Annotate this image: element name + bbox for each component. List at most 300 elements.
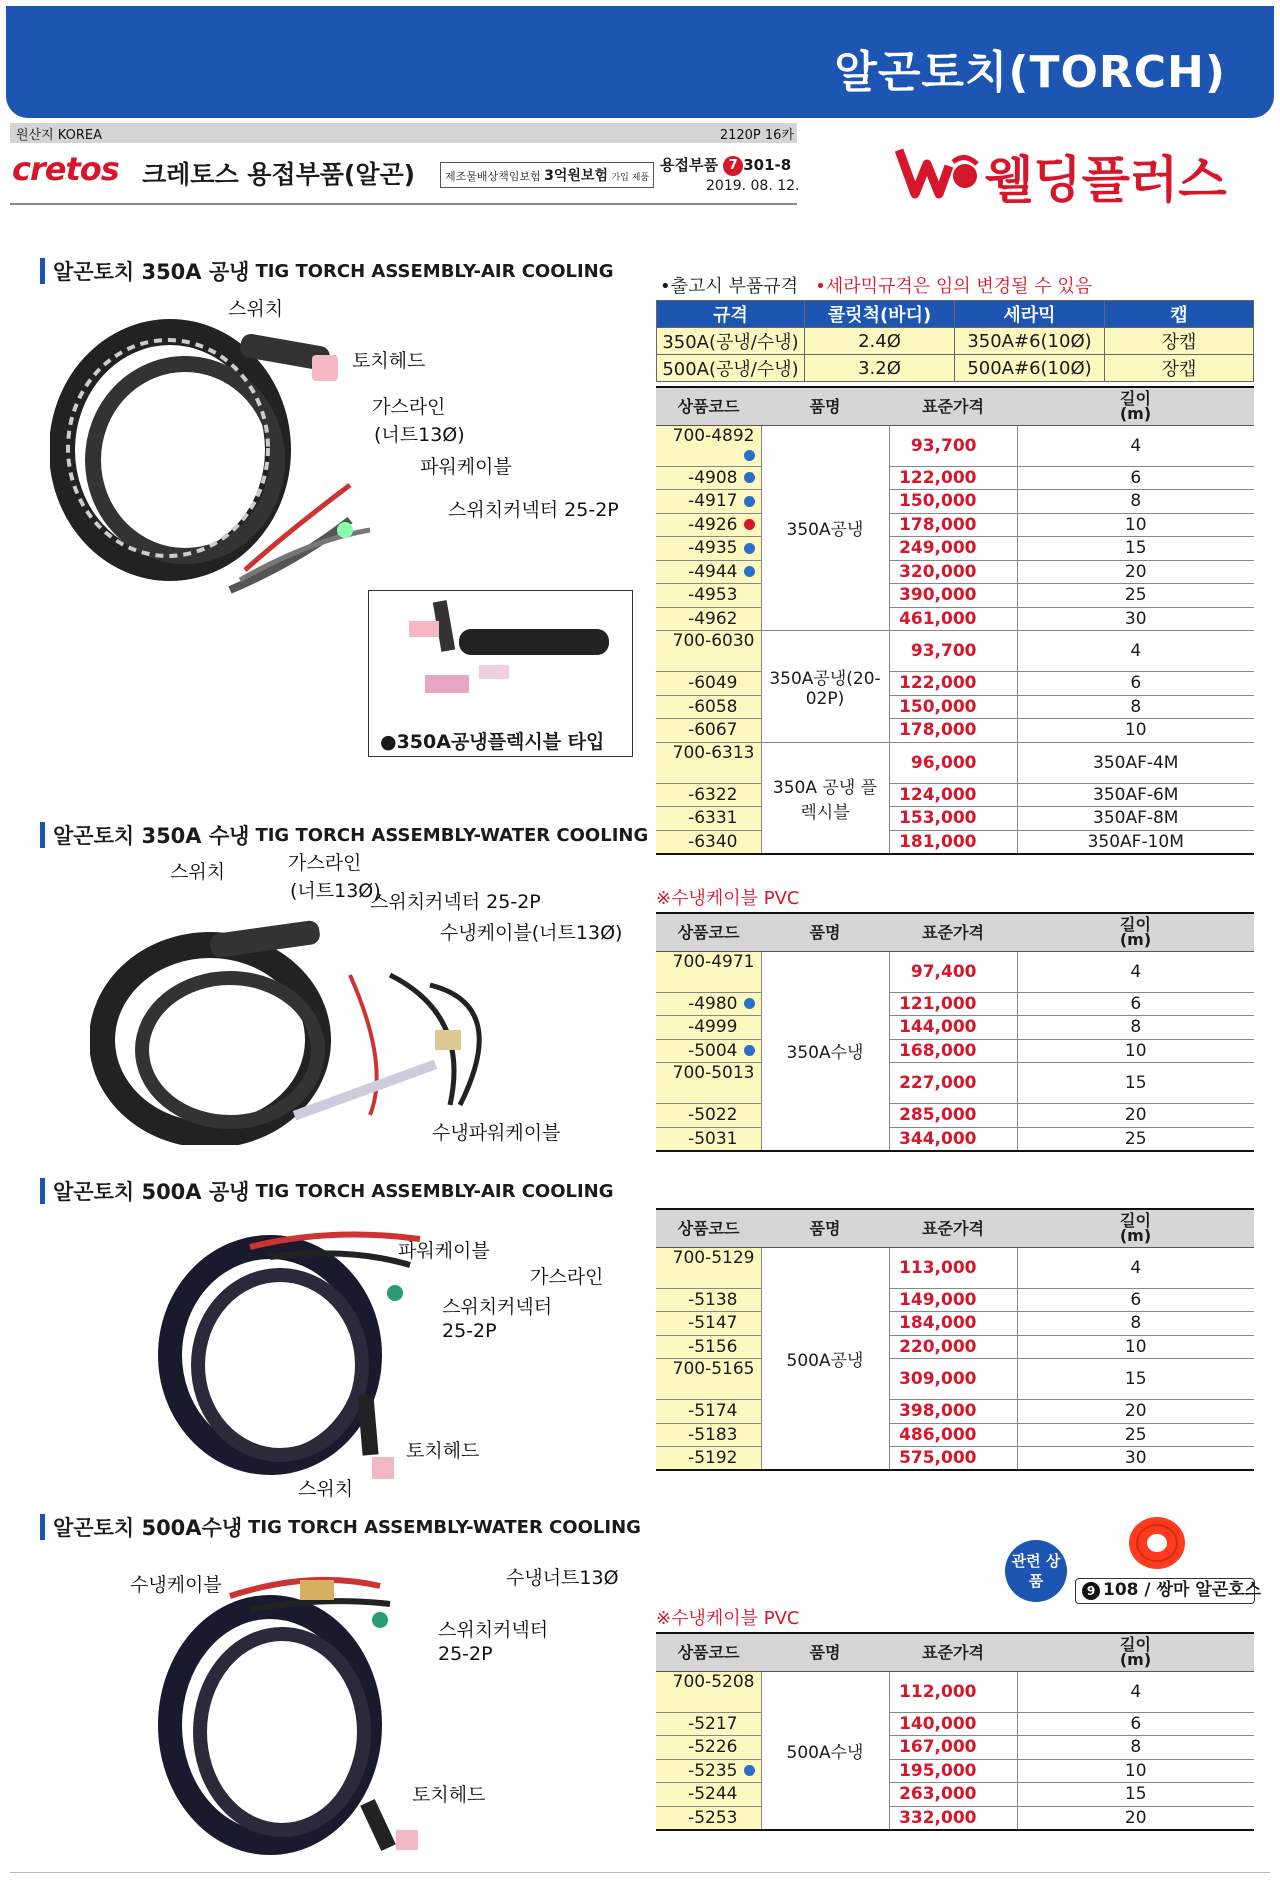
standard-price: 263,000: [889, 1783, 1017, 1807]
length-value: 10: [1017, 1039, 1254, 1063]
stock-dot-icon: [744, 1812, 755, 1823]
table-row: [656, 607, 1254, 631]
standard-price: 122,000: [889, 672, 1017, 696]
category-number: 7: [723, 156, 743, 176]
spec-cell: 500A#6(10Ø): [955, 355, 1105, 382]
table-row: [656, 1423, 1254, 1447]
stock-dot-icon: [744, 813, 755, 824]
product-code-text: -6340: [688, 831, 738, 852]
stock-dot-icon: [744, 1718, 755, 1729]
standard-price: 93,700: [889, 631, 1017, 672]
stock-dot-icon: [744, 496, 755, 507]
stock-dot-icon: [744, 1272, 755, 1283]
product-code-text: 700-4892: [672, 425, 755, 446]
product-code: [656, 584, 761, 608]
callout-connector-spec: 25-2P: [442, 1320, 497, 1342]
table-row: [656, 1016, 1254, 1040]
callout-switch-connector: 스위치커넥터: [438, 1619, 549, 1641]
callout-water-cable: 수냉케이블(너트13Ø): [440, 922, 623, 944]
callout-gas-line: 가스라인: [372, 396, 446, 418]
table-row: [656, 1783, 1254, 1807]
table-row: [656, 631, 1254, 672]
product-code: [656, 1359, 761, 1400]
water-cable-note: ※수냉케이블 PVC: [656, 888, 800, 909]
product-code: [656, 1447, 761, 1471]
length-value: 350AF-4M: [1017, 742, 1254, 783]
stock-dot-icon: [744, 1294, 755, 1305]
length-value: 6: [1017, 1712, 1254, 1736]
header-code: 상품코드: [656, 1633, 761, 1671]
standard-price: 332,000: [889, 1806, 1017, 1830]
header-name: 품명: [761, 1209, 889, 1247]
torch-350a-air-photo: [50, 300, 380, 620]
spec-cell: 350A#6(10Ø): [955, 328, 1105, 355]
header-name: 품명: [761, 913, 889, 951]
product-code: [656, 537, 761, 561]
length-value: 8: [1017, 1312, 1254, 1336]
stock-dot-icon: [744, 566, 755, 577]
header-price: 표준가격: [889, 1633, 1017, 1671]
table-row: [656, 560, 1254, 584]
product-code: [656, 560, 761, 584]
callout-switch: 스위치: [298, 1478, 354, 1500]
section-350a-water-title: [40, 820, 648, 850]
product-code: [656, 695, 761, 719]
length-value: 15: [1017, 537, 1254, 561]
table-row: [656, 1736, 1254, 1760]
stock-dot-icon: [744, 613, 755, 624]
spec-cell: 350A(공냉/수냉): [657, 328, 805, 355]
product-table-350a-air: [656, 386, 1254, 855]
length-value: 4: [1017, 1671, 1254, 1712]
length-value: 15: [1017, 1783, 1254, 1807]
table-row: [656, 1312, 1254, 1336]
section-500a-air-title: [40, 1176, 614, 1206]
standard-price: 153,000: [889, 807, 1017, 831]
length-value: 8: [1017, 1736, 1254, 1760]
section-title-en: TIG TORCH ASSEMBLY-AIR COOLING: [255, 260, 614, 282]
header-length-unit: (m): [1119, 930, 1152, 950]
header-code: 상품코드: [656, 1209, 761, 1247]
section-marker: [40, 1514, 45, 1540]
spec-note: [660, 272, 1092, 298]
standard-price: 285,000: [889, 1104, 1017, 1128]
product-code-text: -4953: [688, 585, 738, 606]
callout-torch-head: 토치헤드: [412, 1784, 486, 1806]
table-row: [656, 1400, 1254, 1424]
stock-dot-icon: [744, 1406, 755, 1417]
product-code-text: -4917: [688, 491, 738, 512]
table-header-row: [656, 387, 1254, 425]
section-title-en: TIG TORCH ASSEMBLY-AIR COOLING: [255, 1180, 614, 1202]
stock-dot-icon: [744, 1742, 755, 1753]
product-table-500a-water: [656, 1632, 1254, 1831]
table-row: [656, 783, 1254, 807]
product-code-text: -5138: [688, 1289, 738, 1310]
flexible-torch-photo: [369, 591, 631, 721]
product-code-text: -6058: [688, 696, 738, 717]
standard-price: 178,000: [889, 719, 1017, 743]
section-marker: [40, 822, 45, 848]
callout-switch-connector: 스위치커넥터 25-2P: [370, 891, 541, 913]
standard-price: 195,000: [889, 1759, 1017, 1783]
length-value: 10: [1017, 1759, 1254, 1783]
length-value: 25: [1017, 584, 1254, 608]
product-code-text: -4999: [688, 1017, 738, 1038]
callout-power-cable: 파워케이블: [398, 1240, 490, 1262]
product-table-350a-water: [656, 912, 1254, 1152]
related-text: 108 / 쌍마 알곤호스: [1103, 1580, 1261, 1600]
stock-dot-icon: [744, 1341, 755, 1352]
product-code: [656, 951, 761, 992]
header-length-unit: (m): [1119, 1650, 1152, 1670]
length-value: 15: [1017, 1063, 1254, 1104]
table-row: [656, 584, 1254, 608]
header-bar: [10, 123, 797, 143]
product-code: [656, 1127, 761, 1151]
weldingplus-mark-icon: [895, 142, 979, 202]
length-value: 6: [1017, 672, 1254, 696]
length-value: 20: [1017, 1400, 1254, 1424]
section-title-en: TIG TORCH ASSEMBLY-WATER COOLING: [255, 824, 649, 846]
callout-switch: 스위치: [228, 298, 284, 320]
table-row: [656, 1712, 1254, 1736]
insurance-badge: [440, 162, 654, 188]
table-row: [656, 466, 1254, 490]
standard-price: 144,000: [889, 1016, 1017, 1040]
standard-price: 249,000: [889, 537, 1017, 561]
callout-water-nut: 수냉너트13Ø: [506, 1567, 619, 1589]
spec-header-cell: 콜릿척(바디): [805, 301, 955, 328]
stock-dot-icon: [744, 998, 755, 1009]
flexible-type-label: ●350A공냉플렉시블 타입: [380, 731, 605, 753]
header-name: 품명: [761, 1633, 889, 1671]
length-value: 8: [1017, 1016, 1254, 1040]
product-code: [656, 1671, 761, 1712]
length-value: 20: [1017, 1806, 1254, 1830]
table-row: [656, 1247, 1254, 1288]
stock-dot-icon: [744, 1133, 755, 1144]
product-code-text: -4926: [688, 514, 738, 535]
header-length: [1017, 1633, 1254, 1671]
header-length-unit: (m): [1119, 1226, 1152, 1246]
product-code: [656, 1400, 761, 1424]
product-code: [656, 807, 761, 831]
length-value: 6: [1017, 992, 1254, 1016]
callout-gas-line: 가스라인: [530, 1266, 604, 1288]
standard-price: 140,000: [889, 1712, 1017, 1736]
stock-dot-icon: [744, 543, 755, 554]
product-name: 500A공냉: [761, 1247, 889, 1470]
stock-dot-icon: [744, 590, 755, 601]
insurance-tail: 가입 제품: [611, 173, 650, 183]
product-code-text: -6322: [688, 784, 738, 805]
issue-date: 2019. 08. 12.: [706, 178, 800, 194]
callout-gas-nut: (너트13Ø): [374, 424, 465, 446]
stock-dot-icon: [744, 701, 755, 712]
category-code: [660, 154, 791, 176]
standard-price: 461,000: [889, 607, 1017, 631]
length-value: 25: [1017, 1127, 1254, 1151]
product-code-text: 700-5165: [672, 1359, 755, 1379]
stock-dot-icon: [744, 472, 755, 483]
table-row: [656, 830, 1254, 854]
product-code-text: 700-6313: [672, 742, 755, 763]
header-length: [1017, 1209, 1254, 1247]
stock-dot-icon: [744, 656, 755, 667]
product-code: [656, 425, 761, 466]
insurance-small: 제조물배상책임보험: [445, 170, 541, 183]
length-value: 15: [1017, 1359, 1254, 1400]
page-title: 알곤토치(TORCH): [834, 47, 1226, 98]
product-code: [656, 466, 761, 490]
header-code: 상품코드: [656, 913, 761, 951]
product-code-text: -4980: [688, 993, 738, 1014]
product-code: [656, 719, 761, 743]
product-code: [656, 1806, 761, 1830]
table-row: [656, 1104, 1254, 1128]
torch-500a-water-photo: [150, 1560, 450, 1860]
header-price: 표준가격: [889, 913, 1017, 951]
product-name: 350A공냉(20-02P): [761, 631, 889, 743]
product-code: [656, 631, 761, 672]
product-code-text: -5156: [688, 1336, 738, 1357]
standard-price: 167,000: [889, 1736, 1017, 1760]
callout-power-cable: 파워케이블: [420, 456, 512, 478]
torch-500a-air-photo: [150, 1225, 440, 1485]
header-length-unit: (m): [1119, 404, 1152, 424]
spec-header-cell: 캡: [1105, 301, 1254, 328]
product-name: 350A수냉: [761, 951, 889, 1151]
product-code-text: -6067: [688, 720, 738, 741]
table-row: [656, 490, 1254, 514]
standard-price: 398,000: [889, 1400, 1017, 1424]
callout-switch-connector: 스위치커넥터: [442, 1296, 553, 1318]
spec-cell: 2.4Ø: [805, 328, 955, 355]
product-code: [656, 1783, 761, 1807]
header-price: 표준가격: [889, 1209, 1017, 1247]
product-name: 350A공냉: [761, 425, 889, 631]
product-code: [656, 742, 761, 783]
stock-dot-icon: [744, 1765, 755, 1776]
callout-torch-head: 토치헤드: [406, 1440, 480, 1462]
section-title-ko: 알곤토치 500A수냉: [53, 1516, 243, 1540]
torch-350a-water-photo: [90, 915, 560, 1145]
length-value: 350AF-10M: [1017, 830, 1254, 854]
stock-dot-icon: [744, 1045, 755, 1056]
product-code: [656, 1063, 761, 1104]
category-number-code: 301-8: [743, 156, 792, 174]
category-label: 용접부품: [660, 156, 718, 174]
table-header-row: [656, 913, 1254, 951]
product-code-text: -4962: [688, 608, 738, 629]
standard-price: 220,000: [889, 1335, 1017, 1359]
hose-roll-icon: [1125, 1514, 1189, 1572]
table-row: [656, 807, 1254, 831]
length-value: 4: [1017, 1247, 1254, 1288]
spec-cell: 500A(공냉/수냉): [657, 355, 805, 382]
table-row: [656, 1127, 1254, 1151]
table-row: [656, 1671, 1254, 1712]
stock-dot-icon: [744, 519, 755, 530]
standard-price: 150,000: [889, 695, 1017, 719]
table-row: [656, 695, 1254, 719]
callout-connector-spec: 25-2P: [438, 1643, 493, 1665]
length-value: 8: [1017, 490, 1254, 514]
product-code-text: -5174: [688, 1401, 738, 1422]
table-row: [656, 425, 1254, 466]
length-value: 6: [1017, 466, 1254, 490]
spec-cell: 3.2Ø: [805, 355, 955, 382]
callout-torch-head: 토치헤드: [352, 350, 426, 372]
standard-price: 112,000: [889, 1671, 1017, 1712]
product-code-text: 700-4971: [672, 951, 755, 972]
length-value: 30: [1017, 607, 1254, 631]
product-code: [656, 1247, 761, 1288]
spec-table: [656, 300, 1254, 382]
table-row: [656, 1063, 1254, 1104]
product-code: [656, 1288, 761, 1312]
product-code: [656, 1759, 761, 1783]
table-row: [656, 1759, 1254, 1783]
product-name: 500A수냉: [761, 1671, 889, 1830]
length-value: 4: [1017, 951, 1254, 992]
spec-row: [657, 328, 1254, 355]
standard-price: 150,000: [889, 490, 1017, 514]
table-row: [656, 672, 1254, 696]
stock-dot-icon: [744, 1789, 755, 1800]
stock-dot-icon: [744, 789, 755, 800]
standard-price: 168,000: [889, 1039, 1017, 1063]
standard-price: 96,000: [889, 742, 1017, 783]
product-code: [656, 830, 761, 854]
section-title-ko: 알곤토치 500A 공냉: [53, 1180, 250, 1204]
product-code-text: -5235: [688, 1760, 738, 1781]
header-length-label: 길이: [1120, 1211, 1151, 1231]
standard-price: 344,000: [889, 1127, 1017, 1151]
length-value: 4: [1017, 425, 1254, 466]
product-code-text: 700-5129: [672, 1247, 755, 1268]
length-value: 4: [1017, 631, 1254, 672]
weldingplus-logo: [895, 138, 1245, 208]
product-code: [656, 672, 761, 696]
section-350a-air-title: [40, 256, 614, 286]
standard-price: 93,700: [889, 425, 1017, 466]
standard-price: 113,000: [889, 1247, 1017, 1288]
stock-dot-icon: [744, 1022, 755, 1033]
product-code-text: -5183: [688, 1424, 738, 1445]
standard-price: 227,000: [889, 1063, 1017, 1104]
table-row: [656, 1288, 1254, 1312]
header-length-label: 길이: [1120, 1635, 1151, 1655]
spec-note-b: •세라믹규격은 임의 변경될 수 있음: [815, 276, 1093, 297]
water-cable-note: ※수냉케이블 PVC: [656, 1608, 800, 1629]
spec-row: [657, 355, 1254, 382]
stock-dot-icon: [744, 678, 755, 689]
product-code-text: -5022: [688, 1105, 738, 1126]
spec-header-cell: 세라믹: [955, 301, 1105, 328]
callout-switch-connector: 스위치커넥터 25-2P: [448, 499, 619, 521]
stock-dot-icon: [744, 1318, 755, 1329]
length-value: 10: [1017, 719, 1254, 743]
spec-note-a: •출고시 부품규격: [660, 276, 799, 297]
product-code: [656, 1712, 761, 1736]
table-row: [656, 951, 1254, 992]
header-code: 상품코드: [656, 387, 761, 425]
product-code-text: -5031: [688, 1128, 738, 1149]
table-row: [656, 1039, 1254, 1063]
table-row: [656, 742, 1254, 783]
product-code-text: -5192: [688, 1448, 738, 1468]
product-code: [656, 490, 761, 514]
section-title-ko: 알곤토치 350A 공냉: [53, 260, 250, 284]
stock-dot-icon: [744, 836, 755, 847]
length-value: 10: [1017, 1335, 1254, 1359]
table-row: [656, 537, 1254, 561]
origin-label: 원산지 KOREA: [16, 128, 102, 143]
product-code-text: -5217: [688, 1713, 738, 1734]
standard-price: 121,000: [889, 992, 1017, 1016]
stock-dot-icon: [744, 1429, 755, 1440]
header-divider: [10, 203, 797, 205]
footer-divider: [10, 1872, 1270, 1873]
product-code: [656, 1736, 761, 1760]
product-name: 350A 공냉 플렉시블: [761, 742, 889, 854]
table-row: [656, 513, 1254, 537]
product-code-text: -4908: [688, 467, 738, 488]
callout-water-power-cable: 수냉파워케이블: [432, 1122, 561, 1144]
length-value: 20: [1017, 1104, 1254, 1128]
product-code: [656, 1335, 761, 1359]
spec-cell: 장캡: [1105, 355, 1254, 382]
brand-title: 크레토스 용접부품(알곤): [142, 160, 416, 189]
product-code-text: -5004: [688, 1040, 738, 1061]
table-row: [656, 719, 1254, 743]
table-header-row: [656, 1209, 1254, 1247]
related-badge: 관련 상품: [1005, 1540, 1067, 1602]
table-row: [656, 1359, 1254, 1400]
length-value: 25: [1017, 1423, 1254, 1447]
standard-price: 124,000: [889, 783, 1017, 807]
cretos-logo: cretos: [12, 150, 119, 188]
product-code-text: -5253: [688, 1807, 738, 1828]
length-value: 10: [1017, 513, 1254, 537]
section-marker: [40, 1178, 45, 1204]
header-length: [1017, 913, 1254, 951]
length-value: 350AF-8M: [1017, 807, 1254, 831]
product-code: [656, 607, 761, 631]
related-link[interactable]: [1075, 1578, 1261, 1604]
table-row: [656, 1447, 1254, 1471]
weldingplus-name: 웰딩플러스: [985, 151, 1227, 209]
product-code-text: -5244: [688, 1784, 738, 1805]
product-code-text: 700-6030: [672, 631, 755, 651]
product-code: [656, 513, 761, 537]
product-code: [656, 1104, 761, 1128]
standard-price: 97,400: [889, 951, 1017, 992]
product-code: [656, 1423, 761, 1447]
length-value: 30: [1017, 1447, 1254, 1471]
product-code-text: -6049: [688, 673, 738, 694]
product-code-text: -6331: [688, 808, 738, 829]
stock-dot-icon: [744, 1696, 755, 1707]
header-length-label: 길이: [1120, 915, 1151, 935]
stock-dot-icon: [744, 450, 755, 461]
length-value: 8: [1017, 695, 1254, 719]
section-marker: [40, 258, 45, 284]
product-code-text: 700-5013: [672, 1063, 755, 1083]
spec-header-cell: 규격: [657, 301, 805, 328]
